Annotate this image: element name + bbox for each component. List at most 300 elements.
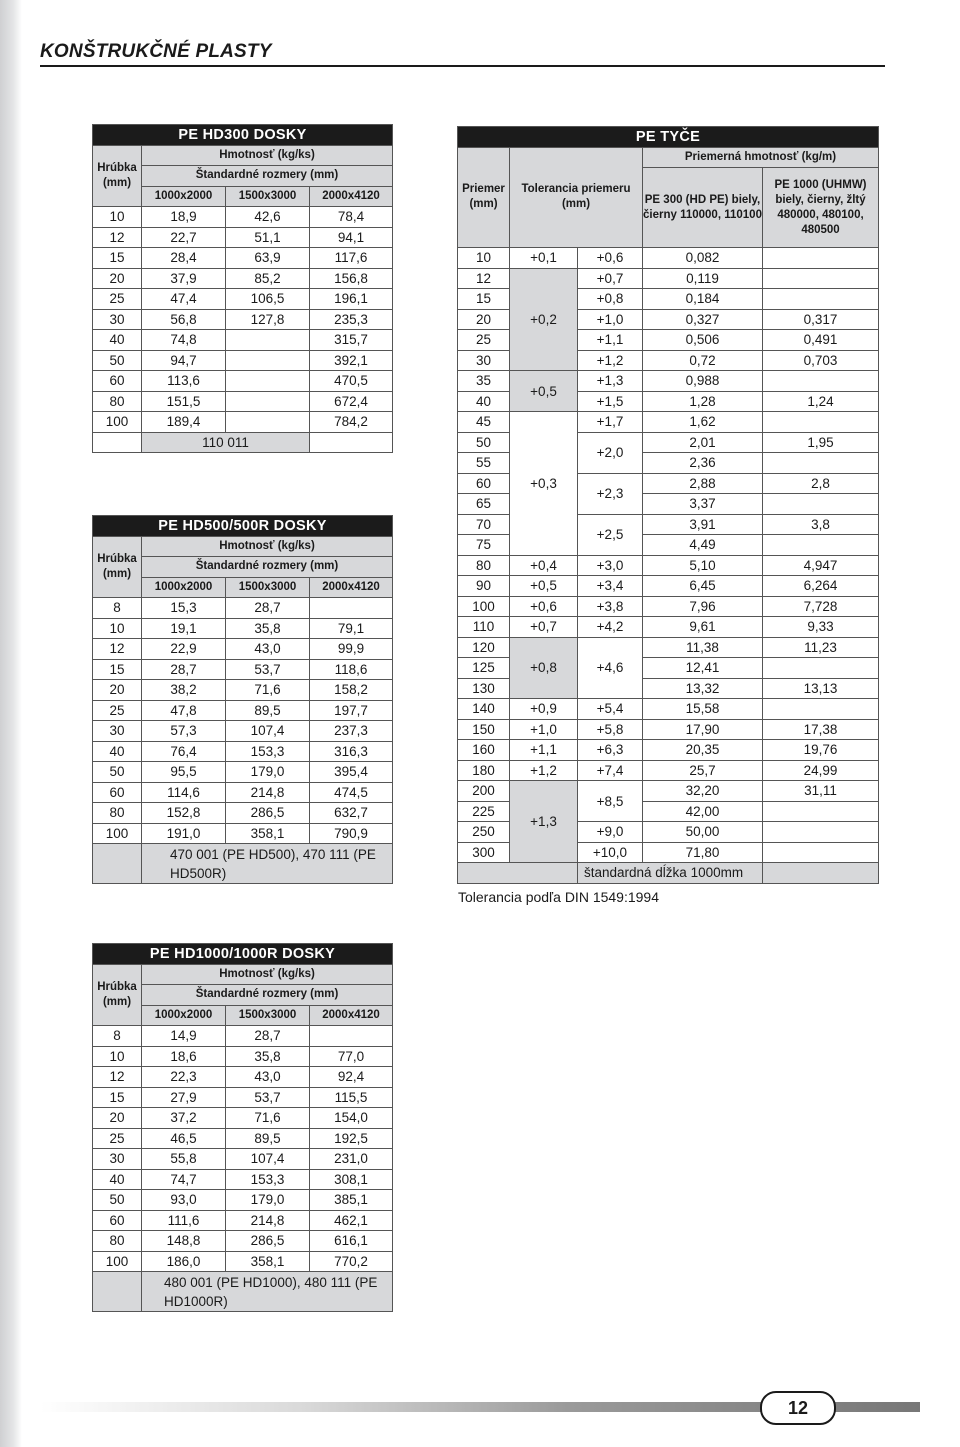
hd300-thickness-header: Hrúbka (mm) [93,145,142,207]
pe300-weight-cell: 20,35 [643,740,763,761]
hd500-column-header: 1500x3000 [226,577,310,598]
table-row [458,371,879,392]
weight-cell: 51,1 [226,227,310,248]
pe300-weight-cell: 42,00 [643,801,763,822]
hd300-column-header: 1500x3000 [226,186,310,207]
weight-cell: 42,6 [226,207,310,228]
weight-cell [226,371,310,392]
table-row [93,391,393,412]
table-row [93,598,393,619]
weight-cell: 18,9 [142,207,226,228]
diameter-cell: 120 [458,637,510,658]
hd500-thickness-header: Hrúbka (mm) [93,536,142,598]
hd500-table [92,515,393,884]
weight-cell: 186,0 [142,1251,226,1272]
pe300-weight-cell: 7,96 [643,596,763,617]
table-row [93,1026,393,1047]
hd500-dims-header: Štandardné rozmery (mm) [142,557,393,578]
hd500-body [93,598,393,844]
weight-cell: 115,5 [310,1087,393,1108]
weight-cell: 151,5 [142,391,226,412]
table-row [93,350,393,371]
table-row [93,289,393,310]
tolerance-max-cell: +0,8 [578,289,643,310]
table-row [458,596,879,617]
weight-cell: 392,1 [310,350,393,371]
pe300-weight-cell: 2,88 [643,473,763,494]
pe1000-weight-cell: 4,947 [763,555,879,576]
rods-table [457,126,879,884]
pe1000-weight-cell: 7,728 [763,596,879,617]
weight-cell: 18,6 [142,1046,226,1067]
weight-cell [310,1026,393,1047]
weight-cell: 111,6 [142,1210,226,1231]
weight-cell: 47,8 [142,700,226,721]
thickness-cell: 15 [93,1087,142,1108]
weight-cell: 38,2 [142,680,226,701]
table-row [93,1210,393,1231]
thickness-cell: 30 [93,1149,142,1170]
pe1000-weight-cell: 0,317 [763,309,879,330]
table-row [93,1108,393,1129]
weight-cell: 19,1 [142,618,226,639]
table-row [458,740,879,761]
weight-cell: 14,9 [142,1026,226,1047]
pe300-weight-cell: 15,58 [643,699,763,720]
table-row [93,762,393,783]
weight-cell: 158,2 [310,680,393,701]
weight-cell: 47,4 [142,289,226,310]
weight-cell: 28,4 [142,248,226,269]
pe300-weight-cell: 25,7 [643,760,763,781]
thickness-cell: 60 [93,782,142,803]
weight-cell: 474,5 [310,782,393,803]
tolerance-max-cell: +4,6 [578,637,643,699]
tolerance-max-cell: +3,8 [578,596,643,617]
hd500-column-header: 1000x2000 [142,577,226,598]
hd300-table [92,124,393,453]
weight-cell: 784,2 [310,412,393,433]
hd300-column-header: 2000x4120 [310,186,393,207]
diameter-cell: 225 [458,801,510,822]
weight-cell: 106,5 [226,289,310,310]
diameter-cell: 30 [458,350,510,371]
thickness-cell: 100 [93,1251,142,1272]
table-row [458,576,879,597]
pe1000-weight-cell [763,535,879,556]
pe300-weight-cell: 0,082 [643,248,763,269]
weight-cell: 71,6 [226,680,310,701]
thickness-cell: 15 [93,659,142,680]
tolerance-min-cell: +0,6 [510,596,578,617]
thickness-cell: 80 [93,1231,142,1252]
tolerance-max-cell: +2,0 [578,432,643,473]
thickness-cell: 80 [93,391,142,412]
hd500-table-title: PE HD500/500R DOSKY [93,516,393,537]
thickness-cell: 8 [93,598,142,619]
pe300-weight-cell: 50,00 [643,822,763,843]
pe1000-weight-cell [763,453,879,474]
rods-avg-weight-header: Priemerná hmotnosť (kg/m) [643,147,879,168]
table-row [458,555,879,576]
hd300-weight-header: Hmotnosť (kg/ks) [142,145,393,166]
weight-cell: 192,5 [310,1128,393,1149]
hd500-column-header: 2000x4120 [310,577,393,598]
diameter-cell: 35 [458,371,510,392]
weight-cell [310,598,393,619]
thickness-cell: 30 [93,309,142,330]
thickness-cell: 40 [93,1169,142,1190]
hd300-product-code: 110 011 [142,432,310,453]
diameter-cell: 20 [458,309,510,330]
tolerance-max-cell: +3,0 [578,555,643,576]
weight-cell: 22,3 [142,1067,226,1088]
weight-cell: 308,1 [310,1169,393,1190]
table-row [93,659,393,680]
table-row [93,268,393,289]
weight-cell: 95,5 [142,762,226,783]
diameter-cell: 50 [458,432,510,453]
table-row [458,268,879,289]
weight-cell: 22,7 [142,227,226,248]
tolerance-max-cell: +5,8 [578,719,643,740]
pe1000-weight-cell: 19,76 [763,740,879,761]
pe300-weight-cell: 12,41 [643,658,763,679]
thickness-cell: 30 [93,721,142,742]
table-row [93,248,393,269]
thickness-cell: 50 [93,350,142,371]
tolerance-max-cell: +6,3 [578,740,643,761]
tolerance-max-cell: +1,7 [578,412,643,433]
table-row [458,699,879,720]
tolerance-min-cell: +0,5 [510,576,578,597]
hd1000-column-header: 2000x4120 [310,1005,393,1026]
hd1000-table [92,943,393,1312]
weight-cell: 191,0 [142,823,226,844]
tolerance-max-cell: +2,3 [578,473,643,514]
diameter-cell: 125 [458,658,510,679]
thickness-cell: 80 [93,803,142,824]
weight-cell: 37,2 [142,1108,226,1129]
table-row [93,227,393,248]
thickness-cell: 8 [93,1026,142,1047]
weight-cell: 22,9 [142,639,226,660]
thickness-cell: 15 [93,248,142,269]
hd1000-table-title: PE HD1000/1000R DOSKY [93,944,393,965]
page-title: KONŠTRUKČNÉ PLASTY [40,41,272,62]
pe300-weight-cell: 1,62 [643,412,763,433]
weight-cell: 94,1 [310,227,393,248]
thickness-cell: 50 [93,762,142,783]
rods-pe300-header: PE 300 (HD PE) biely, čierny 110000, 110100 [643,168,763,248]
thickness-cell: 20 [93,268,142,289]
thickness-cell: 10 [93,1046,142,1067]
weight-cell: 57,3 [142,721,226,742]
table-row [93,412,393,433]
pe300-weight-cell: 5,10 [643,555,763,576]
rods-standard-length: štandardná dĺžka 1000mm [578,863,763,884]
table-row [93,1231,393,1252]
diameter-cell: 70 [458,514,510,535]
table-row [93,207,393,228]
hd300-table-title: PE HD300 DOSKY [93,125,393,146]
weight-cell: 672,4 [310,391,393,412]
table-row [458,412,879,433]
pe1000-weight-cell [763,412,879,433]
weight-cell: 76,4 [142,741,226,762]
pe1000-weight-cell: 9,33 [763,617,879,638]
tolerance-max-cell: +1,5 [578,391,643,412]
tolerance-min-cell: +0,4 [510,555,578,576]
weight-cell: 78,4 [310,207,393,228]
weight-cell: 385,1 [310,1190,393,1211]
weight-cell: 214,8 [226,1210,310,1231]
pe300-weight-cell: 0,119 [643,268,763,289]
weight-cell: 53,7 [226,659,310,680]
weight-cell: 189,4 [142,412,226,433]
table-row [93,1251,393,1272]
table-row [93,1087,393,1108]
tolerance-max-cell: +4,2 [578,617,643,638]
weight-cell: 107,4 [226,721,310,742]
weight-cell: 790,9 [310,823,393,844]
diameter-cell: 40 [458,391,510,412]
tolerance-max-cell: +1,0 [578,309,643,330]
table-row [93,1067,393,1088]
hd300-code-spacer-right [310,432,393,453]
weight-cell: 56,8 [142,309,226,330]
weight-cell: 113,6 [142,371,226,392]
weight-cell: 35,8 [226,618,310,639]
diameter-cell: 80 [458,555,510,576]
pe300-weight-cell: 3,91 [643,514,763,535]
weight-cell: 117,6 [310,248,393,269]
hd1000-weight-header: Hmotnosť (kg/ks) [142,964,393,985]
pe300-weight-cell: 1,28 [643,391,763,412]
thickness-cell: 60 [93,371,142,392]
pe300-weight-cell: 0,988 [643,371,763,392]
table-row [93,1149,393,1170]
tolerance-max-cell: +5,4 [578,699,643,720]
tolerance-min-cell: +1,2 [510,760,578,781]
weight-cell: 74,8 [142,330,226,351]
pe1000-weight-cell [763,842,879,863]
tolerance-min-cell: +0,5 [510,371,578,412]
pe300-weight-cell: 9,61 [643,617,763,638]
weight-cell: 179,0 [226,1190,310,1211]
thickness-cell: 10 [93,207,142,228]
tolerance-min-cell: +1,1 [510,740,578,761]
hd1000-thickness-header: Hrúbka (mm) [93,964,142,1026]
weight-cell: 156,8 [310,268,393,289]
thickness-cell: 60 [93,1210,142,1231]
table-row [93,1169,393,1190]
weight-cell: 197,7 [310,700,393,721]
weight-cell: 55,8 [142,1149,226,1170]
thickness-cell: 100 [93,412,142,433]
weight-cell: 358,1 [226,823,310,844]
weight-cell: 35,8 [226,1046,310,1067]
pe1000-weight-cell: 0,703 [763,350,879,371]
weight-cell [226,412,310,433]
diameter-cell: 250 [458,822,510,843]
pe1000-weight-cell: 17,38 [763,719,879,740]
table-row [458,781,879,802]
pe1000-weight-cell [763,658,879,679]
diameter-cell: 90 [458,576,510,597]
hd500-weight-header: Hmotnosť (kg/ks) [142,536,393,557]
pe300-weight-cell: 32,20 [643,781,763,802]
pe300-weight-cell: 3,37 [643,494,763,515]
rods-diameter-header: Priemer (mm) [458,147,510,248]
weight-cell: 15,3 [142,598,226,619]
table-row [93,1190,393,1211]
side-decoration-strip [0,0,22,1447]
table-row [93,741,393,762]
diameter-cell: 150 [458,719,510,740]
weight-cell: 79,1 [310,618,393,639]
weight-cell: 46,5 [142,1128,226,1149]
table-row [93,700,393,721]
hd300-code-spacer-left [93,432,142,453]
weight-cell: 94,7 [142,350,226,371]
pe1000-weight-cell [763,801,879,822]
thickness-cell: 40 [93,330,142,351]
weight-cell: 89,5 [226,1128,310,1149]
weight-cell: 154,0 [310,1108,393,1129]
thickness-cell: 25 [93,289,142,310]
weight-cell: 28,7 [142,659,226,680]
table-row [93,721,393,742]
tolerance-min-cell: +0,2 [510,268,578,371]
title-rule [40,65,885,67]
weight-cell: 28,7 [226,1026,310,1047]
tolerance-max-cell: +10,0 [578,842,643,863]
weight-cell: 99,9 [310,639,393,660]
weight-cell: 148,8 [142,1231,226,1252]
weight-cell: 89,5 [226,700,310,721]
table-row [93,618,393,639]
hd300-body [93,207,393,433]
weight-cell: 43,0 [226,639,310,660]
thickness-cell: 20 [93,1108,142,1129]
tolerance-max-cell: +9,0 [578,822,643,843]
weight-cell: 85,2 [226,268,310,289]
pe1000-weight-cell [763,289,879,310]
table-row [93,680,393,701]
hd500-code-spacer-left [93,844,142,884]
weight-cell: 616,1 [310,1231,393,1252]
weight-cell: 93,0 [142,1190,226,1211]
thickness-cell: 12 [93,227,142,248]
weight-cell: 286,5 [226,1231,310,1252]
rods-tolerance-header: Tolerancia priemeru (mm) [510,147,643,248]
rods-footer-spacer-right [763,863,879,884]
thickness-cell: 12 [93,1067,142,1088]
pe1000-weight-cell [763,699,879,720]
weight-cell: 37,9 [142,268,226,289]
tolerance-min-cell: +1,3 [510,781,578,863]
diameter-cell: 15 [458,289,510,310]
rods-body [458,248,879,863]
diameter-cell: 160 [458,740,510,761]
thickness-cell: 10 [93,618,142,639]
weight-cell: 77,0 [310,1046,393,1067]
pe1000-weight-cell [763,371,879,392]
table-row [93,823,393,844]
diameter-cell: 300 [458,842,510,863]
table-row [93,330,393,351]
pe1000-weight-cell: 1,24 [763,391,879,412]
pe300-weight-cell: 6,45 [643,576,763,597]
weight-cell: 196,1 [310,289,393,310]
weight-cell: 462,1 [310,1210,393,1231]
weight-cell: 43,0 [226,1067,310,1088]
weight-cell: 92,4 [310,1067,393,1088]
weight-cell: 53,7 [226,1087,310,1108]
diameter-cell: 100 [458,596,510,617]
hd500-product-code: 470 001 (PE HD500), 470 111 (PE HD500R) [142,844,393,884]
hd1000-column-header: 1500x3000 [226,1005,310,1026]
pe1000-weight-cell: 6,264 [763,576,879,597]
table-row [458,637,879,658]
pe1000-weight-cell [763,494,879,515]
table-row [93,309,393,330]
thickness-cell: 40 [93,741,142,762]
tolerance-note: Tolerancia podľa DIN 1549:1994 [458,889,659,905]
diameter-cell: 130 [458,678,510,699]
hd1000-body [93,1026,393,1272]
weight-cell: 152,8 [142,803,226,824]
diameter-cell: 45 [458,412,510,433]
weight-cell: 127,8 [226,309,310,330]
pe300-weight-cell: 11,38 [643,637,763,658]
weight-cell: 179,0 [226,762,310,783]
weight-cell: 214,8 [226,782,310,803]
table-row [458,760,879,781]
page-number: 12 [760,1391,836,1425]
thickness-cell: 50 [93,1190,142,1211]
thickness-cell: 12 [93,639,142,660]
table-row [93,1128,393,1149]
weight-cell: 770,2 [310,1251,393,1272]
table-row [93,782,393,803]
thickness-cell: 100 [93,823,142,844]
weight-cell [226,330,310,351]
weight-cell: 358,1 [226,1251,310,1272]
table-row [93,639,393,660]
diameter-cell: 200 [458,781,510,802]
pe1000-weight-cell: 2,8 [763,473,879,494]
weight-cell: 74,7 [142,1169,226,1190]
rods-table-title: PE TYČE [458,127,879,148]
diameter-cell: 110 [458,617,510,638]
thickness-cell: 25 [93,700,142,721]
hd1000-column-header: 1000x2000 [142,1005,226,1026]
hd1000-product-code: 480 001 (PE HD1000), 480 111 (PE HD1000R) [142,1272,393,1312]
diameter-cell: 25 [458,330,510,351]
tolerance-max-cell: +1,3 [578,371,643,392]
pe300-weight-cell: 0,506 [643,330,763,351]
pe300-weight-cell: 0,72 [643,350,763,371]
tolerance-min-cell: +0,7 [510,617,578,638]
table-row [93,371,393,392]
weight-cell: 114,6 [142,782,226,803]
tolerance-min-cell: +1,0 [510,719,578,740]
hd300-column-header: 1000x2000 [142,186,226,207]
weight-cell: 470,5 [310,371,393,392]
hd1000-dims-header: Štandardné rozmery (mm) [142,985,393,1006]
